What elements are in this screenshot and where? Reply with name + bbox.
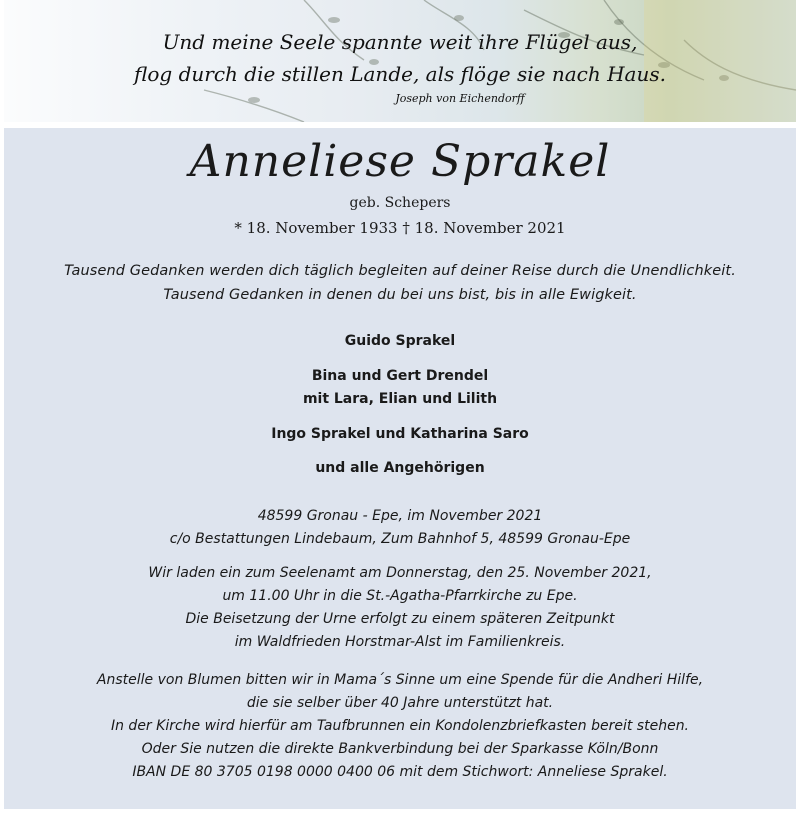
mourner-ingo-katharina: Ingo Sprakel und Katharina Saro <box>271 426 529 442</box>
quote-line-1: Und meine Seele spannte weit ihre Flügel aus, <box>162 30 638 54</box>
service-line-1: Wir laden ein zum Seelenamt am Donnerstag, den 25. November 2021, <box>148 565 652 581</box>
verse-line-2: Tausend Gedanken in denen du bei uns bist, bis in alle Ewigkeit. <box>163 287 637 303</box>
donation-line-3: In der Kirche wird hierfür am Taufbrunnen ein Kondolenzbriefkasten bereit stehen. <box>110 718 690 734</box>
donation-line-1: Anstelle von Blumen bitten wir in Mama´s Sinne um eine Spende für die Andheri Hilfe, <box>96 672 704 688</box>
mourner-bina-gert: Bina und Gert Drendel <box>311 368 489 384</box>
banner-image <box>4 0 796 122</box>
verse-line-1: Tausend Gedanken werden dich täglich begleiten auf deiner Reise durch die Unendlichkeit. <box>64 263 736 279</box>
burial-line-1: Die Beisetzung der Urne erfolgt zu einem späteren Zeitpunkt <box>185 611 615 627</box>
donation-line-4: Oder Sie nutzen die direkte Bankverbindung bei der Sparkasse Köln/Bonn <box>141 741 659 757</box>
life-dates: * 18. November 1933 † 18. November 2021 <box>234 219 566 237</box>
mourner-closing: und alle Angehörigen <box>315 460 485 476</box>
deceased-name: Anneliese Sprakel <box>189 136 611 187</box>
donation-line-2: die sie selber über 40 Jahre unterstützt hat. <box>246 695 554 711</box>
contact-address: c/o Bestattungen Lindebaum, Zum Bahnhof 5, 48599 Gronau-Epe <box>169 531 631 547</box>
quote-line-2: flog durch die stillen Lande, als flöge sie nach Haus. <box>134 62 666 86</box>
mourner-children: mit Lara, Elian und Lilith <box>302 391 498 407</box>
donation-line-5: IBAN DE 80 3705 0198 0000 0400 06 mit dem Stichwort: Anneliese Sprakel. <box>132 764 668 780</box>
quote-author: Joseph von Eichendorff <box>395 92 525 105</box>
burial-line-2: im Waldfrieden Horstmar-Alst im Familienkreis. <box>234 634 566 650</box>
birth-name: geb. Schepers <box>349 195 451 211</box>
service-line-2: um 11.00 Uhr in die St.-Agatha-Pfarrkirche zu Epe. <box>222 588 578 604</box>
mourner-guido: Guido Sprakel <box>344 333 456 349</box>
place-date: 48599 Gronau - Epe, im November 2021 <box>257 508 543 524</box>
